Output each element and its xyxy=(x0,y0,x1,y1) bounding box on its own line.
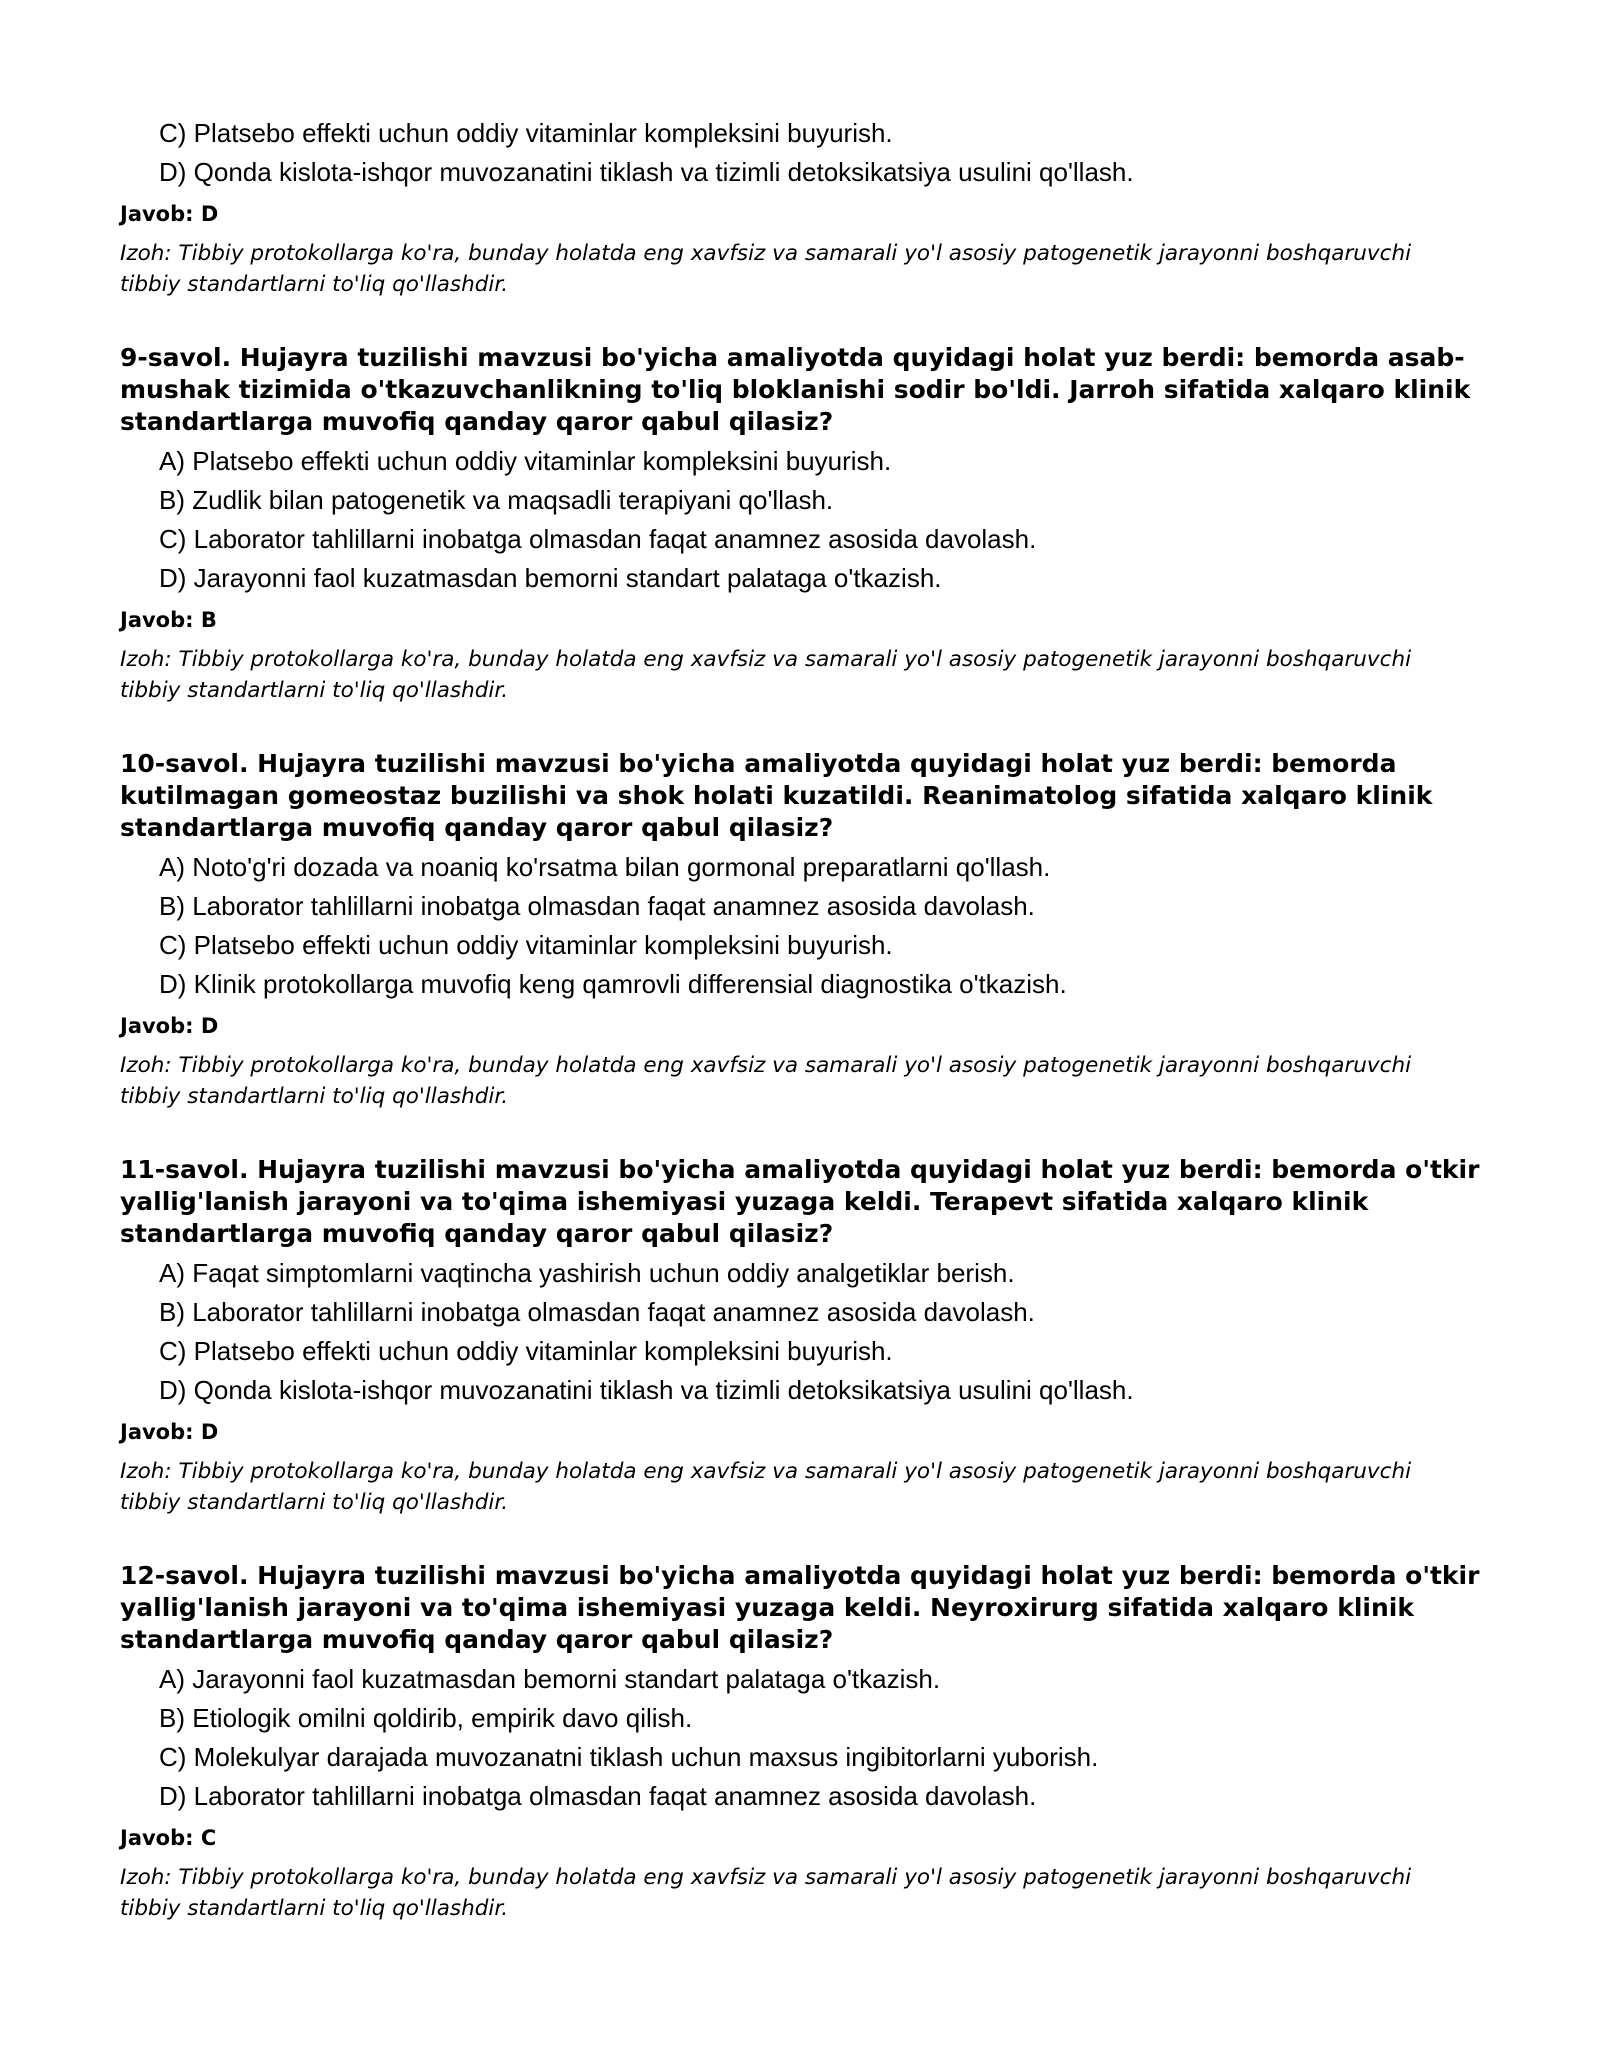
option-d: D) Laborator tahlillarni inobatga olmasdan faqat anamnez asosida davolash. xyxy=(159,1781,1037,1811)
answer-options xyxy=(120,1664,1480,1811)
explanation-note: Izoh: Tibbiy protokollarga ko'ra, bunday holatda eng xavfsiz va samarali yo'l asosiy patogenetik jarayonni boshqaruvchi tibbiy standartlarni to'liq qo'llashdir. xyxy=(120,1865,1412,1921)
answer-label: Javob: C xyxy=(120,1826,217,1850)
answer-label: Javob: B xyxy=(120,608,217,632)
explanation-note: Izoh: Tibbiy protokollarga ko'ra, bunday holatda eng xavfsiz va samarali yo'l asosiy patogenetik jarayonni boshqaruvchi tibbiy standartlarni to'liq qo'llashdir. xyxy=(120,1459,1412,1515)
answer-options xyxy=(120,1258,1480,1405)
answer-label: Javob: D xyxy=(120,1014,219,1038)
answer-options xyxy=(120,118,1480,187)
question-text: 10-savol. Hujayra tuzilishi mavzusi bo'yicha amaliyotda quyidagi holat yuz berdi: bemorda kutilmagan gomeostaz buzilishi va shok holati kuzatildi. Reanimatolog sifatida xalqaro klinik standartlarga muvofiq qanday qaror qabul qilasiz? xyxy=(120,749,1433,842)
option-c: C) Platsebo effekti uchun oddiy vitaminlar kompleksini buyurish. xyxy=(159,930,893,960)
option-d: D) Qonda kislota-ishqor muvozanatini tiklash va tizimli detoksikatsiya usulini qo'llash. xyxy=(159,157,1134,187)
question-11 xyxy=(120,1154,1480,1518)
question-text: 11-savol. Hujayra tuzilishi mavzusi bo'yicha amaliyotda quyidagi holat yuz berdi: bemorda o'tkir yallig'lanish jarayoni va to'qima ishemiyasi yuzaga keldi. Terapevt sifatida xalqaro klinik standartlarga muvofiq qanday qaror qabul qilasiz? xyxy=(120,1155,1480,1248)
option-c: C) Molekulyar darajada muvozanatni tiklash uchun maxsus ingibitorlarni yuborish. xyxy=(159,1742,1099,1772)
option-d: D) Klinik protokollarga muvofiq keng qamrovli differensial diagnostika o'tkazish. xyxy=(159,969,1067,999)
question-10 xyxy=(120,748,1480,1112)
option-d: D) Qonda kislota-ishqor muvozanatini tiklash va tizimli detoksikatsiya usulini qo'llash. xyxy=(159,1375,1134,1405)
question-8-continuation xyxy=(120,118,1480,300)
option-b: B) Laborator tahlillarni inobatga olmasdan faqat anamnez asosida davolash. xyxy=(159,1297,1035,1327)
option-a: A) Jarayonni faol kuzatmasdan bemorni standart palataga o'tkazish. xyxy=(159,1664,941,1694)
question-text: 9-savol. Hujayra tuzilishi mavzusi bo'yicha amaliyotda quyidagi holat yuz berdi: bemorda asab-mushak tizimida o'tkazuvchanlikning to'liq bloklanishi sodir bo'ldi. Jarroh sifatida xalqaro klinik standartlarga muvofiq qanday qaror qabul qilasiz? xyxy=(120,343,1471,436)
option-b: B) Etiologik omilni qoldirib, empirik davo qilish. xyxy=(159,1703,693,1733)
answer-label: Javob: D xyxy=(120,202,219,226)
question-12 xyxy=(120,1560,1480,1924)
explanation-note: Izoh: Tibbiy protokollarga ko'ra, bunday holatda eng xavfsiz va samarali yo'l asosiy patogenetik jarayonni boshqaruvchi tibbiy standartlarni to'liq qo'llashdir. xyxy=(120,1053,1412,1109)
explanation-note: Izoh: Tibbiy protokollarga ko'ra, bunday holatda eng xavfsiz va samarali yo'l asosiy patogenetik jarayonni boshqaruvchi tibbiy standartlarni to'liq qo'llashdir. xyxy=(120,241,1412,297)
option-b: B) Laborator tahlillarni inobatga olmasdan faqat anamnez asosida davolash. xyxy=(159,891,1035,921)
explanation-note: Izoh: Tibbiy protokollarga ko'ra, bunday holatda eng xavfsiz va samarali yo'l asosiy patogenetik jarayonni boshqaruvchi tibbiy standartlarni to'liq qo'llashdir. xyxy=(120,647,1412,703)
option-a: A) Noto'g'ri dozada va noaniq ko'rsatma bilan gormonal preparatlarni qo'llash. xyxy=(159,852,1051,882)
option-c: C) Platsebo effekti uchun oddiy vitaminlar kompleksini buyurish. xyxy=(159,1336,893,1366)
question-text: 12-savol. Hujayra tuzilishi mavzusi bo'yicha amaliyotda quyidagi holat yuz berdi: bemorda o'tkir yallig'lanish jarayoni va to'qima ishemiyasi yuzaga keldi. Neyroxirurg sifatida xalqaro klinik standartlarga muvofiq qanday qaror qabul qilasiz? xyxy=(120,1561,1480,1654)
answer-options xyxy=(120,446,1480,593)
option-a: A) Platsebo effekti uchun oddiy vitaminlar kompleksini buyurish. xyxy=(159,446,892,476)
document-page xyxy=(120,118,1480,1924)
answer-options xyxy=(120,852,1480,999)
option-c: C) Platsebo effekti uchun oddiy vitaminlar kompleksini buyurish. xyxy=(159,118,893,148)
option-d: D) Jarayonni faol kuzatmasdan bemorni standart palataga o'tkazish. xyxy=(159,563,942,593)
option-a: A) Faqat simptomlarni vaqtincha yashirish uchun oddiy analgetiklar berish. xyxy=(159,1258,1015,1288)
question-9 xyxy=(120,342,1480,706)
option-c: C) Laborator tahlillarni inobatga olmasdan faqat anamnez asosida davolash. xyxy=(159,524,1037,554)
option-b: B) Zudlik bilan patogenetik va maqsadli terapiyani qo'llash. xyxy=(159,485,834,515)
answer-label: Javob: D xyxy=(120,1420,219,1444)
